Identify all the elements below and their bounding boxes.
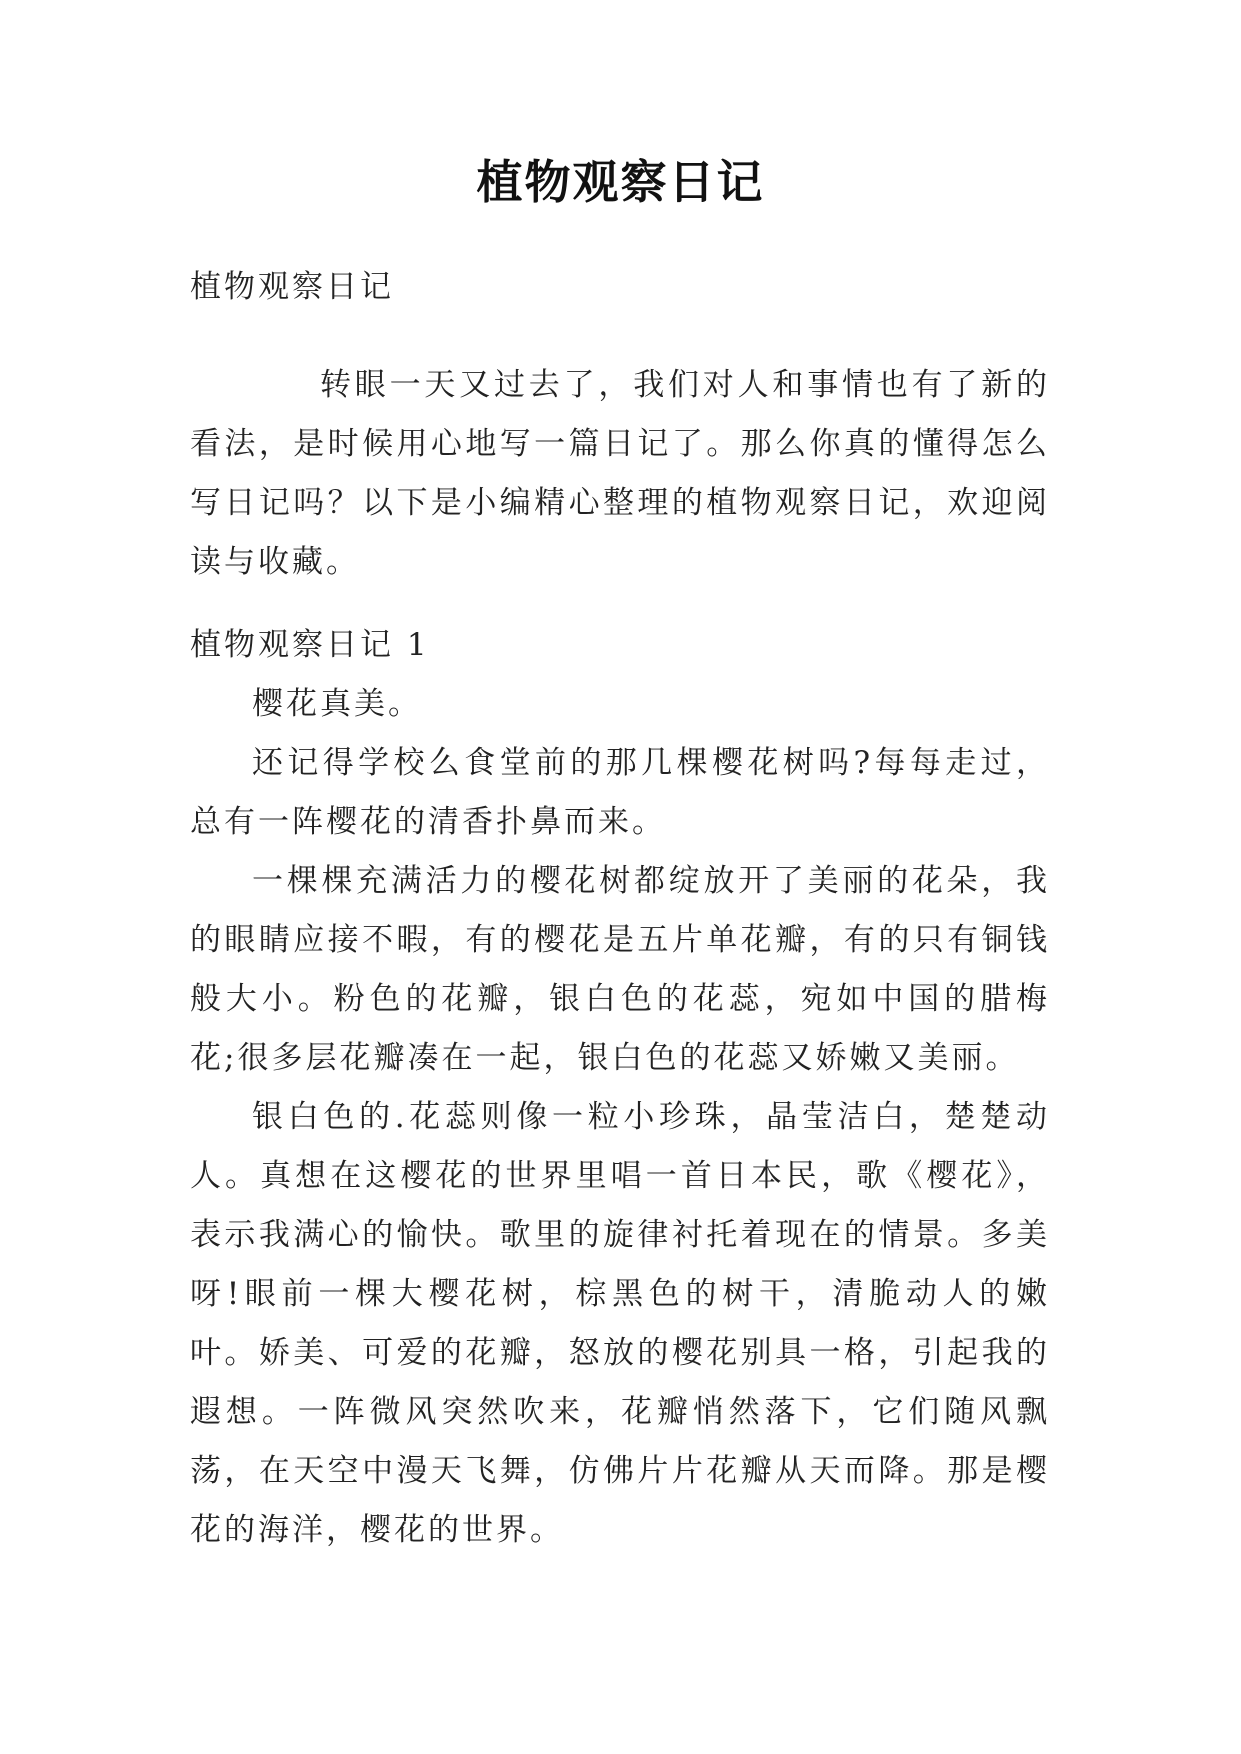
body-paragraph: 银白色的.花蕊则像一粒小珍珠，晶莹洁白，楚楚动人。真想在这樱花的世界里唱一首日本民，歌《樱花》，表示我满心的愉快。歌里的旋律衬托着现在的情景。多美呀!眼前一棵大樱花树，棕黑色的树干，清脆动人的嫩叶。娇美、可爱的花瓣，怒放的樱花别具一格，引起我的遐想。一阵微风突然吹来，花瓣悄然落下，它们随风飘荡，在天空中漫天飞舞，仿佛片片花瓣从天而降。那是樱花的海洋，樱花的世界。 <box>190 1099 1050 1548</box>
section-1 <box>190 616 1050 1560</box>
intro-block <box>190 356 1050 592</box>
body-paragraph: 还记得学校么食堂前的那几棵樱花树吗?每每走过，总有一阵樱花的清香扑鼻而来。 <box>190 745 1050 840</box>
section-heading: 植物观察日记 1 <box>190 627 430 663</box>
document-subtitle-block <box>190 258 1050 317</box>
document-title: 植物观察日记 <box>476 155 765 209</box>
body-paragraph: 樱花真美。 <box>252 686 422 722</box>
intro-paragraph: 转眼一天又过去了，我们对人和事情也有了新的看法，是时候用心地写一篇日记了。那么你真的懂得怎么写日记吗？以下是小编精心整理的植物观察日记，欢迎阅读与收藏。 <box>190 367 1050 580</box>
document-subtitle: 植物观察日记 <box>190 269 394 305</box>
body-paragraph: 一棵棵充满活力的樱花树都绽放开了美丽的花朵，我的眼睛应接不暇，有的樱花是五片单花瓣，有的只有铜钱般大小。粉色的花瓣，银白色的花蕊，宛如中国的腊梅花;很多层花瓣凑在一起，银白色的花蕊又娇嫩又美丽。 <box>190 863 1050 1076</box>
